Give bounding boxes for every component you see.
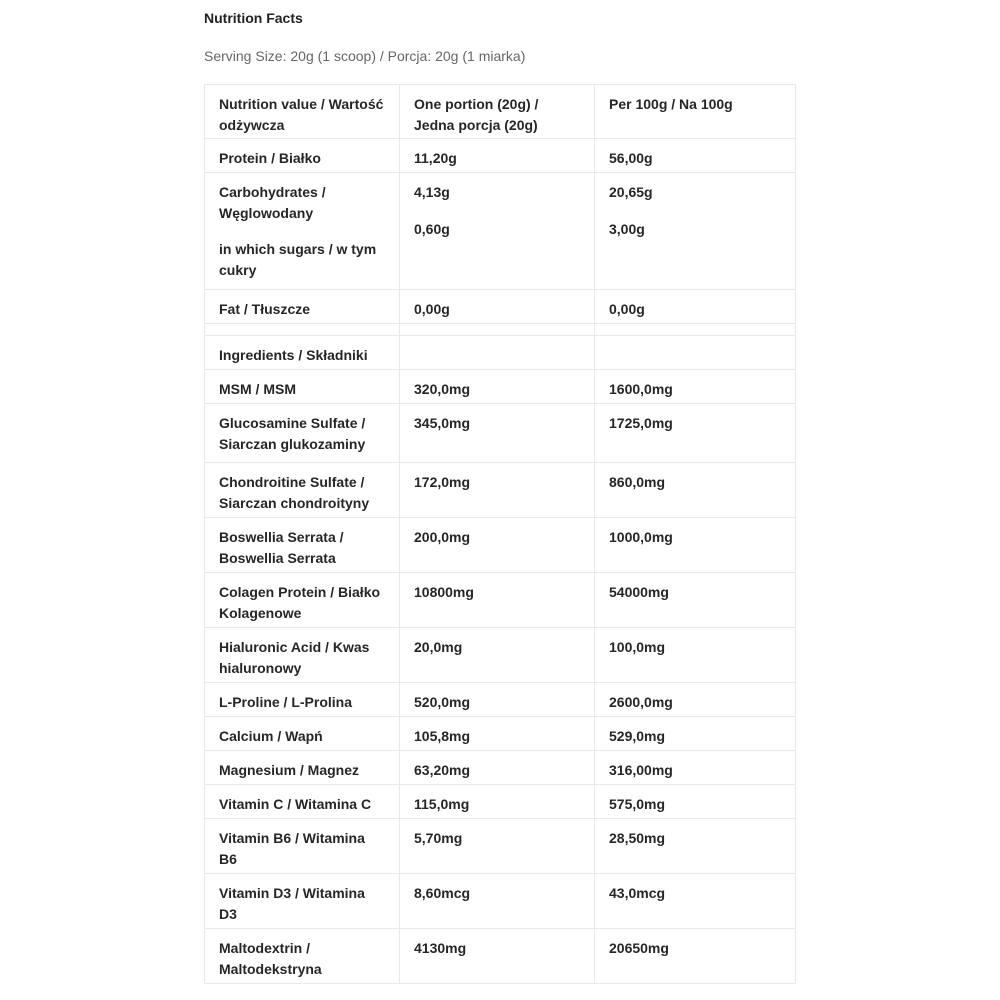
row-portion: 20,0mg	[400, 628, 595, 683]
row-per100: 43,0mcg	[595, 874, 796, 929]
table-row	[205, 717, 796, 751]
table-row	[205, 628, 796, 683]
spacer-row	[205, 324, 796, 336]
table-row	[205, 785, 796, 819]
table-row	[205, 370, 796, 404]
row-portion: 5,70mg	[400, 819, 595, 874]
row-per100: 100,0mg	[595, 628, 796, 683]
row-label: L-Proline / L-Prolina	[205, 683, 400, 717]
row-portion: 10800mg	[400, 573, 595, 628]
header-one-portion: One portion (20g) / Jedna porcja (20g)	[400, 85, 595, 139]
row-portion: 200,0mg	[400, 518, 595, 573]
spacer-cell	[400, 324, 595, 336]
header-nutrition-value: Nutrition value / Wartość odżywcza	[205, 85, 400, 139]
row-label	[205, 173, 400, 290]
table-row	[205, 404, 796, 463]
row-label: Vitamin B6 / Witamina B6	[205, 819, 400, 874]
row-per100: 56,00g	[595, 139, 796, 173]
row-per100: 1725,0mg	[595, 404, 796, 463]
table-row	[205, 173, 796, 290]
table-row	[205, 290, 796, 324]
spacer-cell	[595, 324, 796, 336]
row-portion: 8,60mcg	[400, 874, 595, 929]
row-per100: 575,0mg	[595, 785, 796, 819]
table-row	[205, 683, 796, 717]
row-portion: 115,0mg	[400, 785, 595, 819]
row-portion: 4130mg	[400, 929, 595, 984]
table-row	[205, 874, 796, 929]
ingredients-header: Ingredients / Składniki	[205, 336, 400, 370]
header-per-100g: Per 100g / Na 100g	[595, 85, 796, 139]
serving-size: Serving Size: 20g (1 scoop) / Porcja: 20g (1 miarka)	[204, 48, 526, 64]
table-row	[205, 463, 796, 518]
table-row	[205, 139, 796, 173]
row-per100: 529,0mg	[595, 717, 796, 751]
row-per100: 20650mg	[595, 929, 796, 984]
row-portion: 320,0mg	[400, 370, 595, 404]
ingredients-header-row	[205, 336, 796, 370]
row-per100: 28,50mg	[595, 819, 796, 874]
row-per100: 0,00g	[595, 290, 796, 324]
sugars-per100: 3,00g	[609, 221, 645, 237]
row-label: Colagen Protein / Białko Kolagenowe	[205, 573, 400, 628]
row-portion: 105,8mg	[400, 717, 595, 751]
row-per100: 316,00mg	[595, 751, 796, 785]
row-per100: 2600,0mg	[595, 683, 796, 717]
row-per100: 54000mg	[595, 573, 796, 628]
spacer-cell	[205, 324, 400, 336]
row-label: MSM / MSM	[205, 370, 400, 404]
row-label: Vitamin D3 / Witamina D3	[205, 874, 400, 929]
empty-cell	[595, 336, 796, 370]
row-label: Fat / Tłuszcze	[205, 290, 400, 324]
row-label: Vitamin C / Witamina C	[205, 785, 400, 819]
table-header-row	[205, 85, 796, 139]
row-portion	[400, 173, 595, 290]
row-label: Maltodextrin / Maltodekstryna	[205, 929, 400, 984]
row-label: Calcium / Wapń	[205, 717, 400, 751]
row-label: Chondroitine Sulfate / Siarczan chondroityny	[205, 463, 400, 518]
row-label: Protein / Białko	[205, 139, 400, 173]
sugars-portion: 0,60g	[414, 221, 450, 237]
row-portion: 63,20mg	[400, 751, 595, 785]
carbohydrates-portion: 4,13g	[414, 184, 450, 200]
row-label: Hialuronic Acid / Kwas hialuronowy	[205, 628, 400, 683]
empty-cell	[400, 336, 595, 370]
carbohydrates-per100: 20,65g	[609, 184, 653, 200]
row-per100	[595, 173, 796, 290]
row-per100: 1000,0mg	[595, 518, 796, 573]
row-portion: 0,00g	[400, 290, 595, 324]
table-row	[205, 518, 796, 573]
table-row	[205, 751, 796, 785]
table-row	[205, 573, 796, 628]
page-title: Nutrition Facts	[204, 10, 303, 26]
row-per100: 860,0mg	[595, 463, 796, 518]
table-row	[205, 819, 796, 874]
nutrition-table	[204, 84, 796, 984]
row-portion: 345,0mg	[400, 404, 595, 463]
row-portion: 11,20g	[400, 139, 595, 173]
row-label: Glucosamine Sulfate / Siarczan glukozaminy	[205, 404, 400, 463]
row-per100: 1600,0mg	[595, 370, 796, 404]
carbohydrates-label: Carbohydrates / Węglowodany	[219, 184, 326, 221]
row-portion: 520,0mg	[400, 683, 595, 717]
row-label: Magnesium / Magnez	[205, 751, 400, 785]
row-portion: 172,0mg	[400, 463, 595, 518]
ingredients-list	[205, 370, 796, 984]
sugars-label: in which sugars / w tym cukry	[219, 241, 377, 278]
row-label: Boswellia Serrata / Boswellia Serrata	[205, 518, 400, 573]
table-row	[205, 929, 796, 984]
